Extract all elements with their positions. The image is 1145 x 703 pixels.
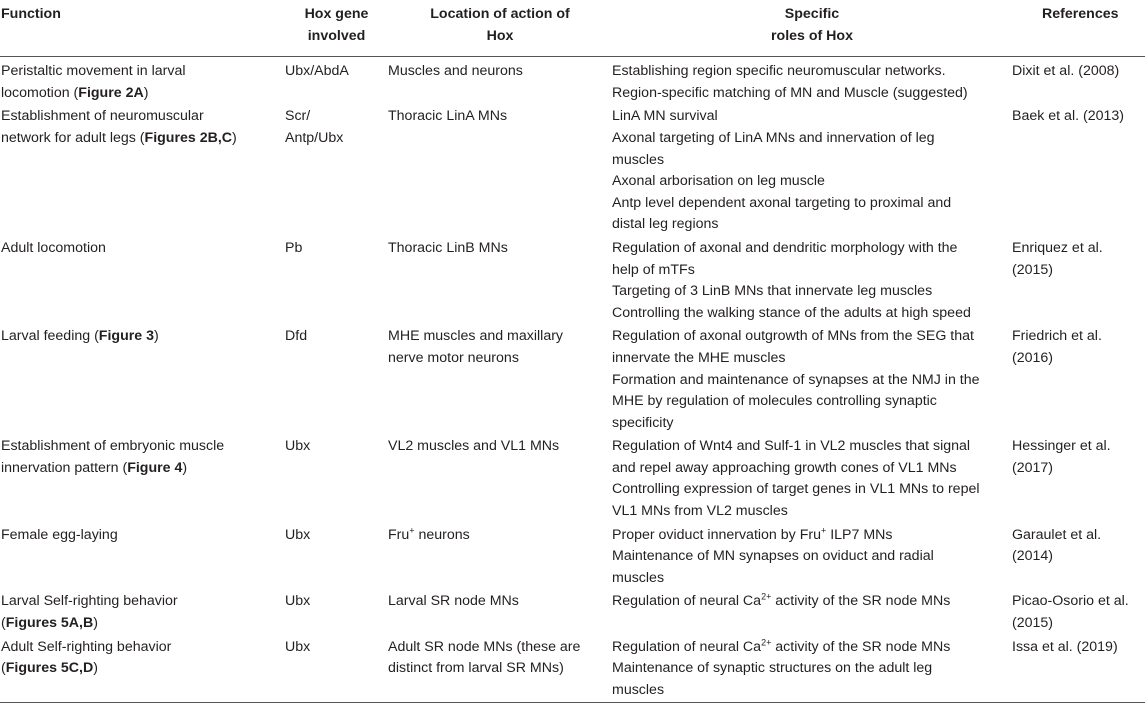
- cell-line: [1, 106, 285, 128]
- cell-text: Ubx: [285, 593, 311, 610]
- cell-line: [612, 391, 1012, 413]
- cell-line: [1012, 525, 1145, 547]
- figure-reference: Figures 5C,D: [5, 660, 94, 677]
- cell-text: activity of the SR node MNs: [771, 593, 951, 610]
- cell-text: (2015): [1012, 261, 1054, 278]
- cell-roles: [612, 325, 1012, 435]
- cell-text: innervation pattern (: [1, 459, 128, 476]
- cell-line: [388, 106, 612, 128]
- cell-text: Maintenance of MN synapses on oviduct and radial: [612, 548, 934, 565]
- cell-function: [0, 237, 285, 325]
- cell-text: muscles: [612, 151, 665, 168]
- cell-line: [1012, 106, 1145, 128]
- cell-line: [388, 326, 612, 348]
- cell-text: Issa et al. (2019): [1012, 638, 1118, 655]
- cell-line: [1, 613, 285, 635]
- cell-text: Fru: [388, 526, 410, 543]
- cell-roles: [612, 524, 1012, 591]
- cell-line: [612, 479, 1012, 501]
- cell-text: Muscles and neurons: [388, 63, 523, 80]
- cell-function: [0, 105, 285, 237]
- cell-line: [1, 458, 285, 480]
- cell-text: MHE by regulation of molecules controlling synaptic: [612, 393, 937, 410]
- cell-hox-gene: [285, 325, 388, 435]
- figure-reference: Figures 5A,B: [5, 615, 94, 632]
- cell-text: Enriquez et al.: [1012, 239, 1103, 256]
- header-line: involved: [307, 27, 366, 44]
- cell-hox-gene: [285, 105, 388, 237]
- cell-text: ): [182, 459, 188, 476]
- cell-location: [388, 636, 612, 703]
- cell-location: [388, 590, 612, 635]
- cell-text: help of mTFs: [612, 261, 695, 278]
- cell-text: Adult SR node MNs (these are: [388, 638, 581, 655]
- cell-text: Ubx/AbdA: [285, 63, 349, 80]
- cell-text: Thoracic LinB MNs: [388, 239, 508, 256]
- cell-line: [612, 281, 1012, 303]
- cell-references: [1012, 435, 1145, 523]
- cell-line: [612, 214, 1012, 236]
- cell-line: [1012, 326, 1145, 348]
- cell-line: [285, 128, 388, 150]
- cell-line: [285, 106, 388, 128]
- cell-text: muscles: [612, 569, 665, 586]
- cell-line: [612, 436, 1012, 458]
- cell-line: [1012, 238, 1145, 260]
- superscript: +: [409, 524, 415, 535]
- cell-roles: [612, 237, 1012, 325]
- cell-line: [1012, 436, 1145, 458]
- cell-text: Antp level dependent axonal targeting to proximal and: [612, 194, 952, 211]
- cell-text: Controlling the walking stance of the adults at high speed: [612, 304, 971, 321]
- cell-text: distinct from larval SR MNs): [388, 660, 564, 677]
- cell-line: [612, 568, 1012, 590]
- cell-roles: [612, 57, 1012, 106]
- cell-text: network for adult legs (: [1, 129, 145, 146]
- cell-location: [388, 237, 612, 325]
- cell-line: [285, 61, 388, 83]
- cell-line: [388, 637, 612, 659]
- cell-text: Larval feeding (: [1, 328, 99, 345]
- cell-line: [612, 260, 1012, 282]
- table-row: [0, 105, 1145, 237]
- cell-text: (2015): [1012, 615, 1054, 632]
- cell-text: (2016): [1012, 349, 1054, 366]
- cell-text: Larval Self-righting behavior: [1, 593, 178, 610]
- cell-hox-gene: [285, 636, 388, 703]
- superscript: +: [820, 524, 827, 535]
- cell-references: [1012, 325, 1145, 435]
- cell-line: [612, 637, 1012, 659]
- cell-line: [612, 150, 1012, 172]
- cell-line: [612, 546, 1012, 568]
- table-row: [0, 57, 1145, 106]
- table-row: [0, 325, 1145, 435]
- cell-location: [388, 57, 612, 106]
- superscript: 2+: [761, 591, 772, 602]
- cell-hox-gene: [285, 237, 388, 325]
- header-line: Hox: [486, 27, 514, 44]
- cell-text: Formation and maintenance of synapses at the NMJ in the: [612, 371, 980, 388]
- cell-location: [388, 524, 612, 591]
- cell-line: [1, 61, 285, 83]
- cell-text: muscles: [612, 681, 665, 698]
- cell-line: [388, 658, 612, 680]
- cell-line: [612, 171, 1012, 193]
- header-roles: [612, 0, 1012, 57]
- cell-line: [1, 238, 285, 260]
- cell-text: VL2 muscles and VL1 MNs: [388, 438, 560, 455]
- cell-line: [612, 303, 1012, 325]
- cell-text: Regulation of neural Ca: [612, 638, 762, 655]
- cell-line: [1, 525, 285, 547]
- cell-line: [1, 637, 285, 659]
- cell-line: [612, 591, 1012, 613]
- cell-line: [1012, 613, 1145, 635]
- cell-function: [0, 590, 285, 635]
- cell-references: [1012, 105, 1145, 237]
- cell-text: ): [143, 84, 149, 101]
- cell-text: Pb: [285, 239, 303, 256]
- header-row: [0, 0, 1145, 57]
- cell-text: Friedrich et al.: [1012, 328, 1102, 345]
- cell-location: [388, 105, 612, 237]
- cell-line: [612, 326, 1012, 348]
- cell-text: Antp/Ubx: [285, 129, 344, 146]
- cell-line: [612, 680, 1012, 702]
- figure-reference: Figures 2B,C: [144, 129, 233, 146]
- cell-line: [1012, 637, 1145, 659]
- header-line: Hox gene: [304, 6, 369, 22]
- cell-text: Controlling expression of target genes in VL1 MNs to repel: [612, 481, 980, 498]
- cell-text: ILP7 MNs: [826, 526, 893, 543]
- header-line: roles of Hox: [771, 27, 853, 44]
- cell-line: [612, 348, 1012, 370]
- cell-line: [612, 238, 1012, 260]
- cell-line: [388, 61, 612, 83]
- cell-line: [612, 61, 1012, 83]
- cell-function: [0, 435, 285, 523]
- cell-text: ): [232, 129, 237, 146]
- cell-text: Ubx: [285, 438, 311, 455]
- header-line: Function: [1, 6, 61, 22]
- cell-line: [1, 591, 285, 613]
- cell-text: Establishment of neuromuscular: [1, 108, 204, 125]
- cell-text: VL1 MNs from VL2 muscles: [612, 503, 788, 520]
- cell-text: Scr/: [285, 108, 311, 125]
- header-function: [0, 0, 285, 57]
- cell-text: MHE muscles and maxillary: [388, 328, 564, 345]
- cell-line: [612, 106, 1012, 128]
- cell-text: Establishing region specific neuromuscular networks.: [612, 63, 946, 80]
- cell-text: Picao-Osorio et al.: [1012, 593, 1129, 610]
- table-body: [0, 57, 1145, 703]
- cell-text: specificity: [612, 414, 674, 431]
- table-row: [0, 237, 1145, 325]
- cell-function: [0, 636, 285, 703]
- figure-reference: Figure 3: [98, 328, 154, 345]
- cell-text: ): [153, 328, 159, 345]
- cell-roles: [612, 435, 1012, 523]
- cell-text: (: [1, 660, 6, 677]
- cell-text: Ubx: [285, 638, 311, 655]
- cell-line: [1, 83, 285, 105]
- table-row: [0, 590, 1145, 635]
- cell-line: [388, 436, 612, 458]
- figure-reference: Figure 2A: [78, 84, 144, 101]
- cell-text: (2017): [1012, 459, 1054, 476]
- cell-roles: [612, 105, 1012, 237]
- cell-references: [1012, 524, 1145, 591]
- cell-hox-gene: [285, 524, 388, 591]
- cell-text: Region-specific matching of MN and Muscle (suggested): [612, 84, 968, 101]
- cell-text: Peristaltic movement in larval: [1, 63, 186, 80]
- table-row: [0, 524, 1145, 591]
- cell-text: (: [1, 615, 6, 632]
- cell-line: [1012, 61, 1145, 83]
- cell-line: [1, 436, 285, 458]
- cell-text: Maintenance of synaptic structures on the adult leg: [612, 660, 933, 677]
- cell-text: distal leg regions: [612, 216, 719, 233]
- cell-line: [285, 238, 388, 260]
- cell-text: Hessinger et al.: [1012, 438, 1111, 455]
- cell-line: [1012, 546, 1145, 568]
- cell-text: ): [93, 660, 98, 677]
- cell-text: nerve motor neurons: [388, 349, 519, 366]
- cell-line: [612, 658, 1012, 680]
- cell-line: [612, 413, 1012, 435]
- header-hox-gene: [285, 0, 388, 57]
- cell-line: [1012, 348, 1145, 370]
- table-row: [0, 435, 1145, 523]
- cell-location: [388, 325, 612, 435]
- cell-line: [285, 436, 388, 458]
- cell-text: Regulation of Wnt4 and Sulf-1 in VL2 muscles that signal: [612, 438, 971, 455]
- header-location: [388, 0, 612, 57]
- superscript: 2+: [761, 636, 772, 647]
- cell-line: [1012, 260, 1145, 282]
- cell-text: Adult locomotion: [1, 239, 106, 256]
- cell-text: Axonal arborisation on leg muscle: [612, 173, 825, 190]
- cell-line: [612, 193, 1012, 215]
- cell-text: and repel away approaching growth cones of VL1 MNs: [612, 459, 957, 476]
- cell-location: [388, 435, 612, 523]
- header-line: References: [1042, 6, 1119, 22]
- cell-line: [285, 326, 388, 348]
- cell-line: [1, 658, 285, 680]
- cell-references: [1012, 636, 1145, 703]
- cell-hox-gene: [285, 435, 388, 523]
- cell-line: [285, 525, 388, 547]
- cell-text: neurons: [414, 526, 470, 543]
- cell-text: innervate the MHE muscles: [612, 349, 786, 366]
- cell-text: ): [93, 615, 98, 632]
- cell-line: [1012, 591, 1145, 613]
- cell-text: Dixit et al. (2008): [1012, 63, 1120, 80]
- cell-text: Axonal targeting of LinA MNs and innervation of leg: [612, 129, 935, 146]
- cell-text: Thoracic LinA MNs: [388, 108, 508, 125]
- cell-text: Baek et al. (2013): [1012, 108, 1124, 125]
- cell-roles: [612, 590, 1012, 635]
- cell-line: [612, 525, 1012, 547]
- cell-text: Adult Self-righting behavior: [1, 638, 172, 655]
- cell-line: [612, 128, 1012, 150]
- cell-text: Regulation of neural Ca: [612, 593, 762, 610]
- cell-line: [1012, 458, 1145, 480]
- cell-function: [0, 524, 285, 591]
- cell-hox-gene: [285, 590, 388, 635]
- cell-text: Larval SR node MNs: [388, 593, 519, 610]
- cell-line: [388, 525, 612, 547]
- cell-text: Female egg-laying: [1, 526, 118, 543]
- cell-text: Establishment of embryonic muscle: [1, 438, 225, 455]
- cell-line: [388, 348, 612, 370]
- cell-references: [1012, 57, 1145, 106]
- cell-line: [388, 238, 612, 260]
- header-line: Specific: [784, 6, 840, 22]
- cell-text: Proper oviduct innervation by Fru: [612, 526, 821, 543]
- cell-function: [0, 325, 285, 435]
- cell-references: [1012, 590, 1145, 635]
- cell-text: (2014): [1012, 548, 1054, 565]
- cell-line: [285, 637, 388, 659]
- cell-references: [1012, 237, 1145, 325]
- cell-text: activity of the SR node MNs: [771, 638, 951, 655]
- cell-function: [0, 57, 285, 106]
- cell-line: [612, 83, 1012, 105]
- cell-line: [612, 458, 1012, 480]
- cell-line: [612, 501, 1012, 523]
- cell-text: Regulation of axonal outgrowth of MNs from the SEG that: [612, 328, 974, 345]
- figure-reference: Figure 4: [127, 459, 183, 476]
- cell-text: Targeting of 3 LinB MNs that innervate leg muscles: [612, 283, 933, 300]
- cell-hox-gene: [285, 57, 388, 106]
- cell-text: LinA MN survival: [612, 108, 718, 125]
- cell-line: [388, 591, 612, 613]
- cell-text: Regulation of axonal and dendritic morphology with the: [612, 239, 958, 256]
- cell-text: Ubx: [285, 526, 311, 543]
- cell-line: [612, 370, 1012, 392]
- cell-roles: [612, 636, 1012, 703]
- cell-text: Dfd: [285, 328, 308, 345]
- cell-line: [285, 591, 388, 613]
- cell-line: [1, 128, 285, 150]
- header-line: Location of action of: [430, 6, 570, 22]
- cell-text: locomotion (: [1, 84, 79, 101]
- header-references: [1012, 0, 1145, 57]
- table-row: [0, 636, 1145, 703]
- cell-text: Garaulet et al.: [1012, 526, 1102, 543]
- cell-line: [1, 326, 285, 348]
